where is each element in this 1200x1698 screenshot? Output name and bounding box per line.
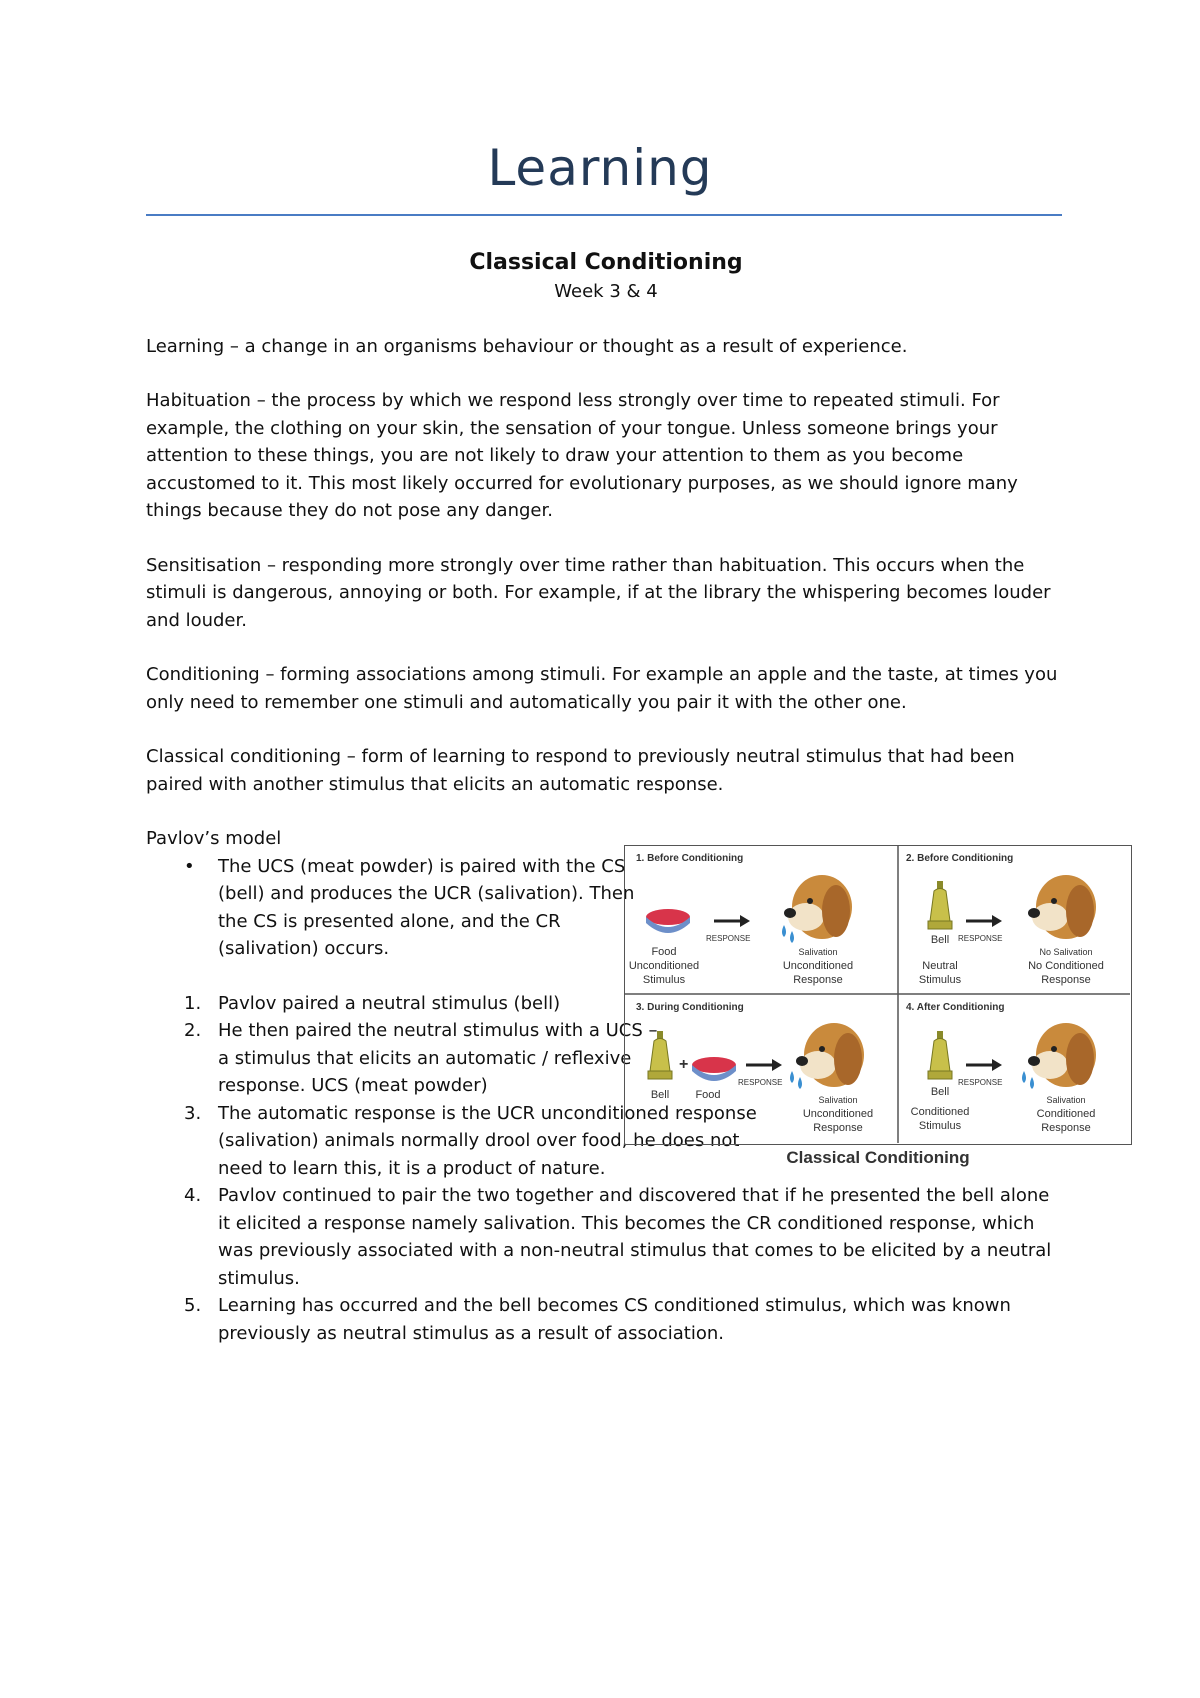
panel-2-response-line2: Response bbox=[1041, 974, 1091, 986]
arrow-icon bbox=[746, 1059, 782, 1071]
bell-icon bbox=[928, 881, 952, 929]
definition-classical-conditioning: Classical conditioning – form of learning to respond to previously neutral stimulus that had been paired with another stimulus that elicits an automatic response. bbox=[146, 746, 1015, 795]
list-number: 4. bbox=[184, 1185, 202, 1206]
list-number: 1. bbox=[184, 992, 202, 1014]
panel-2-response-label: RESPONSE bbox=[958, 934, 1003, 943]
panel-1-response-label: RESPONSE bbox=[706, 934, 751, 943]
bell-icon bbox=[928, 1031, 952, 1079]
definition-habituation: Habituation – the process by which we respond less strongly over time to repeated stimuli. For example, the clothing on your skin, the sensation of your tongue. Unless someone brings your attention to these things, you are not likely to draw your attention to them as you become accustomed to it. This most likely occurred for evolutionary purposes, as we should ignore many things because they do not pose any danger. bbox=[146, 390, 1018, 521]
panel-3-response-name: Salivation bbox=[818, 1095, 858, 1105]
panel-1-response-line2: Response bbox=[793, 974, 843, 986]
title-underline bbox=[146, 214, 1062, 216]
panel-2-stimulus-line1: Neutral bbox=[922, 960, 958, 972]
panel-3-stimulus-name: Bell bbox=[650, 1089, 670, 1101]
dog-icon bbox=[796, 1023, 864, 1087]
bell-icon bbox=[648, 1031, 672, 1079]
panel-3-response-line2: Response bbox=[813, 1122, 863, 1134]
definition-sensitisation: Sensitisation – responding more strongly over time rather than habituation. This occurs when the stimuli is dangerous, annoying or both. For example, if at the library the whispering becomes louder and louder. bbox=[146, 554, 1051, 631]
panel-3-title: 3. During Conditioning bbox=[636, 1002, 744, 1013]
list-item bbox=[146, 1182, 1066, 1292]
food-bowl-icon bbox=[692, 1057, 736, 1081]
list-number: 2. bbox=[184, 1020, 202, 1041]
dog-icon bbox=[1028, 875, 1096, 939]
section-heading: Classical Conditioning bbox=[469, 250, 743, 275]
panel-3-stimulus-name-2: Food bbox=[695, 1089, 721, 1101]
list-item-text: Pavlov continued to pair the two together and discovered that if he presented the bell alone it elicited a response namely salivation. This becomes the CR conditioned response, which was previously associated with a non-neutral stimulus that comes to be elicited by a neutral stimulus. bbox=[218, 1185, 1052, 1289]
panel-4-stimulus-line2: Stimulus bbox=[918, 1120, 962, 1132]
dog-icon bbox=[784, 875, 852, 939]
panel-1-title: 1. Before Conditioning bbox=[636, 853, 744, 864]
plus-icon: + bbox=[679, 1056, 689, 1073]
panel-2-stimulus-line2: Stimulus bbox=[918, 974, 962, 986]
panel-2-title: 2. Before Conditioning bbox=[906, 853, 1014, 864]
classical-conditioning-figure bbox=[624, 845, 1132, 1167]
list-item bbox=[146, 990, 658, 1018]
list-item-text: Learning has occurred and the bell becomes CS conditioned stimulus, which was known previously as neutral stimulus as a result of association. bbox=[218, 1295, 1011, 1344]
drool-icon bbox=[790, 1071, 802, 1089]
panel-2-stimulus-name: Bell bbox=[930, 934, 950, 946]
arrow-icon bbox=[966, 915, 1002, 927]
panel-4-stimulus-line1: Conditioned bbox=[910, 1106, 970, 1118]
section-subheading: Week 3 & 4 bbox=[554, 281, 658, 302]
document-body bbox=[146, 248, 1066, 1347]
list-item bbox=[146, 1017, 658, 1100]
panel-1-stimulus-name: Food bbox=[651, 946, 677, 958]
figure-caption: Classical Conditioning bbox=[786, 1148, 970, 1167]
drool-icon bbox=[1022, 1071, 1034, 1089]
figure-illustration bbox=[624, 845, 1132, 1145]
panel-4-response-line2: Response bbox=[1041, 1122, 1091, 1134]
page-title: Learning bbox=[487, 139, 713, 197]
panel-1-response-line1: Unconditioned bbox=[782, 960, 854, 972]
list-item-text: He then paired the neutral stimulus with a UCS – a stimulus that elicits an automatic / reflexive response. UCS (meat powder) bbox=[218, 1020, 658, 1096]
panel-4-response-label: RESPONSE bbox=[958, 1078, 1003, 1087]
panel-1-response-name: Salivation bbox=[798, 947, 838, 957]
definition-conditioning: Conditioning – forming associations among stimuli. For example an apple and the taste, at times you only need to remember one stimuli and automatically you pair it with the other one. bbox=[146, 664, 1058, 713]
panel-2-response-line1: No Conditioned bbox=[1028, 960, 1104, 972]
list-number: 3. bbox=[184, 1102, 202, 1124]
panel-3-response-line1: Unconditioned bbox=[802, 1108, 874, 1120]
list-item-text: Pavlov paired a neutral stimulus (bell) bbox=[218, 992, 561, 1014]
panel-4-response-line1: Conditioned bbox=[1036, 1108, 1096, 1120]
dog-icon bbox=[1028, 1023, 1096, 1087]
panel-4-response-name: Salivation bbox=[1046, 1095, 1086, 1105]
arrow-icon bbox=[714, 915, 750, 927]
list-item bbox=[146, 1292, 1066, 1347]
panel-1-stimulus-line2: Stimulus bbox=[642, 974, 686, 986]
panel-4-title: 4. After Conditioning bbox=[906, 1002, 1005, 1013]
panel-1-stimulus-line1: Unconditioned bbox=[628, 960, 700, 972]
arrow-icon bbox=[966, 1059, 1002, 1071]
pavlov-model-label: Pavlov’s model bbox=[146, 828, 282, 849]
list-item-text: The automatic response is the UCR unconditioned response (salivation) animals normally drool over food, he does not need to learn this, it is a product of nature. bbox=[218, 1102, 757, 1179]
list-number: 5. bbox=[184, 1295, 202, 1316]
food-bowl-icon bbox=[646, 909, 690, 933]
panel-2-response-name: No Salivation bbox=[1039, 947, 1093, 957]
definition-learning: Learning – a change in an organisms behaviour or thought as a result of experience. bbox=[146, 335, 908, 357]
panel-3-response-label: RESPONSE bbox=[738, 1078, 783, 1087]
list-item: • The UCS (meat powder) is paired with the CS (bell) and produces the UCR (salivation). Then the CS is presented alone, and the CR (salivation) occurs. bbox=[146, 853, 658, 963]
drool-icon bbox=[782, 925, 794, 943]
panel-4-stimulus-name: Bell bbox=[930, 1086, 950, 1098]
